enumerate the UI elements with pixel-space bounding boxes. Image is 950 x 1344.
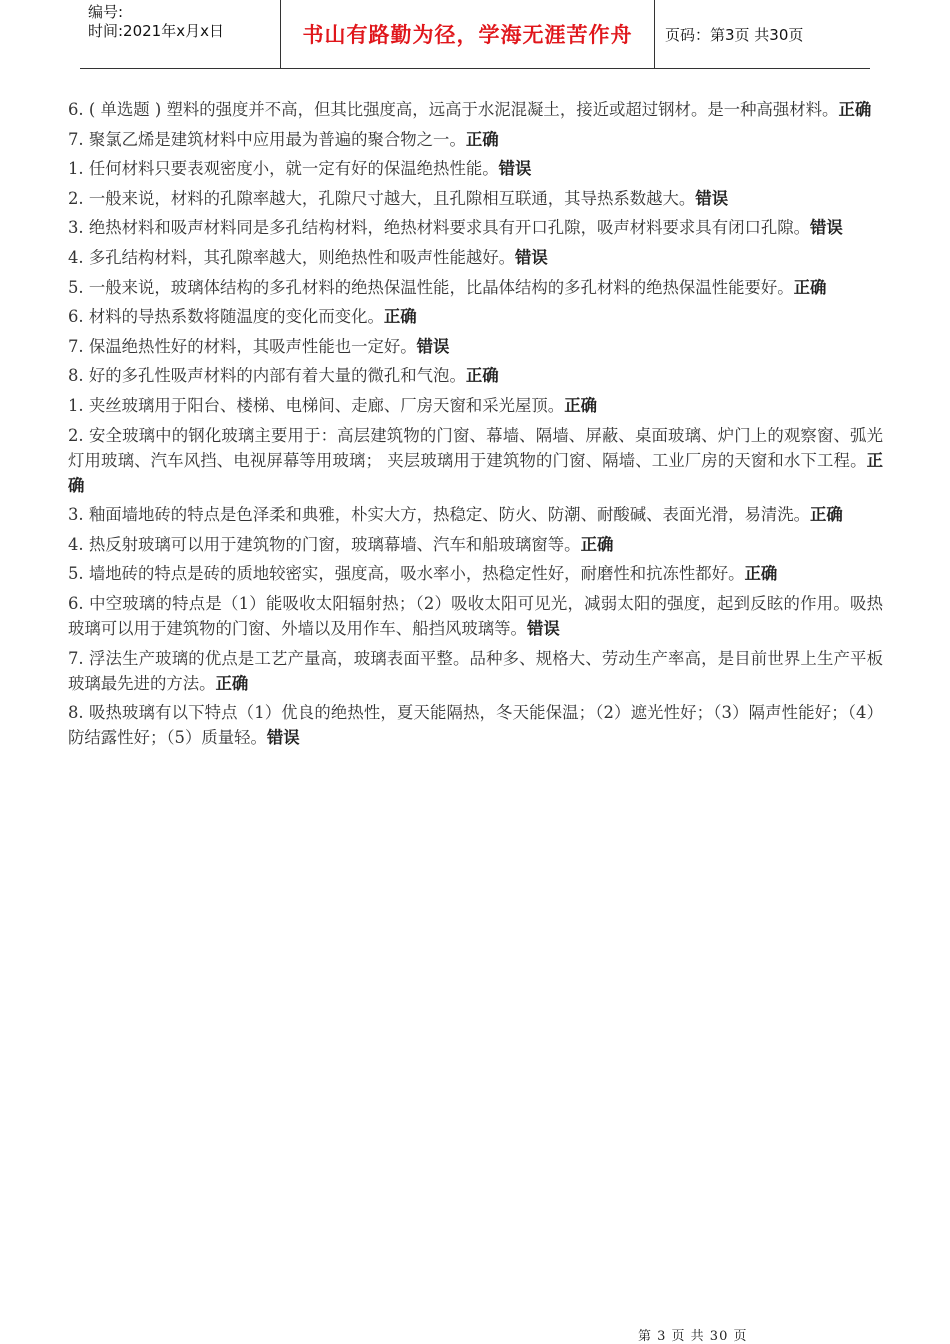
- question-text: 3. 釉面墙地砖的特点是色泽柔和典雅，朴实大方，热稳定、防火、防潮、耐酸碱、表面光滑，易清洗。: [68, 505, 811, 525]
- answer-label: 正确: [744, 564, 778, 584]
- number-label: 编号:: [88, 3, 124, 21]
- question-text: 2. 一般来说，材料的孔隙率越大，孔隙尺寸越大，且孔隙相互联通，其导热系数越大。: [68, 188, 696, 208]
- question-item: [68, 423, 883, 498]
- header-page-info: 页码：第3页 共30页: [665, 25, 804, 44]
- page-footer: 第 3 页 共 30 页: [638, 1329, 748, 1344]
- answer-label: 错误: [498, 159, 532, 179]
- question-text: 5. 一般来说，玻璃体结构的多孔材料的绝热保温性能，比晶体结构的多孔材料的绝热保温性能要好。: [68, 277, 794, 297]
- question-item: [68, 532, 883, 557]
- answer-label: 错误: [695, 188, 729, 208]
- question-text: 2. 安全玻璃中的钢化玻璃主要用于：高层建筑物的门窗、幕墙、隔墙、屏蔽、桌面玻璃、炉门上的观察窗、弧光灯用玻璃、汽车风挡、电视屏幕等用玻璃； 夹层玻璃用于建筑物的门窗、隔墙、工业厂房的天窗和水下工程。: [68, 425, 883, 470]
- question-item: [68, 215, 883, 240]
- answer-label: 错误: [810, 218, 843, 238]
- question-item: [68, 97, 883, 122]
- question-item: [68, 591, 883, 641]
- answer-label: 错误: [416, 336, 450, 356]
- question-item: [68, 393, 883, 418]
- question-item: [68, 502, 883, 527]
- answer-label: 正确: [215, 673, 249, 693]
- question-text: 5. 墙地砖的特点是砖的质地较密实，强度高，吸水率小，热稳定性好，耐磨性和抗冻性都好。: [68, 564, 745, 584]
- answer-label: 正确: [383, 307, 417, 327]
- question-text: 4. 热反射玻璃可以用于建筑物的门窗，玻璃幕墙、汽车和船玻璃窗等。: [68, 534, 581, 554]
- question-text: 7. 浮法生产玻璃的优点是工艺产量高，玻璃表面平整。品种多、规格大、劳动生产率高，是目前世界上生产平板玻璃最先进的方法。: [68, 648, 883, 693]
- answer-label: 正确: [465, 129, 499, 149]
- header-motto: 书山有路勤为径，学海无涯苦作舟: [281, 0, 655, 68]
- answer-label: 正确: [68, 450, 883, 495]
- answer-label: 正确: [564, 395, 597, 415]
- question-text: 7. 聚氯乙烯是建筑材料中应用最为普遍的聚合物之一。: [68, 129, 466, 149]
- answer-label: 错误: [526, 618, 560, 638]
- question-item: [68, 304, 883, 329]
- question-item: [68, 186, 883, 211]
- question-text: 7. 保温绝热性好的材料，其吸声性能也一定好。: [68, 336, 417, 356]
- page-header: [80, 0, 870, 69]
- question-text: 4. 多孔结构材料，其孔隙率越大，则绝热性和吸声性能越好。: [68, 247, 516, 267]
- question-item: [68, 646, 883, 696]
- question-item: [68, 334, 883, 359]
- answer-label: 正确: [793, 277, 827, 297]
- answer-label: 正确: [838, 100, 872, 119]
- date-label: 时间:2021年x月x日: [88, 22, 224, 40]
- answer-label: 正确: [465, 366, 499, 386]
- question-item: [68, 127, 883, 152]
- answer-label: 正确: [810, 505, 843, 525]
- question-text: 1. 夹丝玻璃用于阳台、楼梯、电梯间、走廊、厂房天窗和采光屋顶。: [68, 395, 565, 415]
- question-text: 3. 绝热材料和吸声材料同是多孔结构材料，绝热材料要求具有开口孔隙，吸声材料要求具有闭口孔隙。: [68, 218, 811, 238]
- question-text: 1. 任何材料只要表观密度小，就一定有好的保温绝热性能。: [68, 159, 499, 179]
- question-text: 6. ( 单选题 ) 塑料的强度并不高，但其比强度高，远高于水泥混凝土，接近或超过钢材。是一种高强材料。: [68, 100, 839, 119]
- question-item: [68, 275, 883, 300]
- question-text: 6. 中空玻璃的特点是（1）能吸收太阳辐射热；（2）吸收太阳可见光，减弱太阳的强度，起到反眩的作用。吸热玻璃可以用于建筑物的门窗、外墙以及用作车、船挡风玻璃等。: [68, 593, 883, 638]
- answer-label: 错误: [515, 247, 548, 267]
- question-item: [68, 363, 883, 388]
- question-text: 8. 吸热玻璃有以下特点（1）优良的绝热性，夏天能隔热，冬天能保温；（2）遮光性好；（3）隔声性能好；（4）防结露性好；（5）质量轻。: [68, 703, 883, 748]
- answer-label: 错误: [266, 728, 300, 748]
- question-text: 8. 好的多孔性吸声材料的内部有着大量的微孔和气泡。: [68, 366, 466, 386]
- question-item: [68, 700, 883, 750]
- header-left-cell: [80, 0, 281, 68]
- question-item: [68, 156, 883, 181]
- question-item: [68, 245, 883, 270]
- answer-label: 正确: [580, 534, 614, 554]
- question-item: [68, 561, 883, 586]
- question-list: [68, 97, 883, 755]
- question-text: 6. 材料的导热系数将随温度的变化而变化。: [68, 307, 384, 327]
